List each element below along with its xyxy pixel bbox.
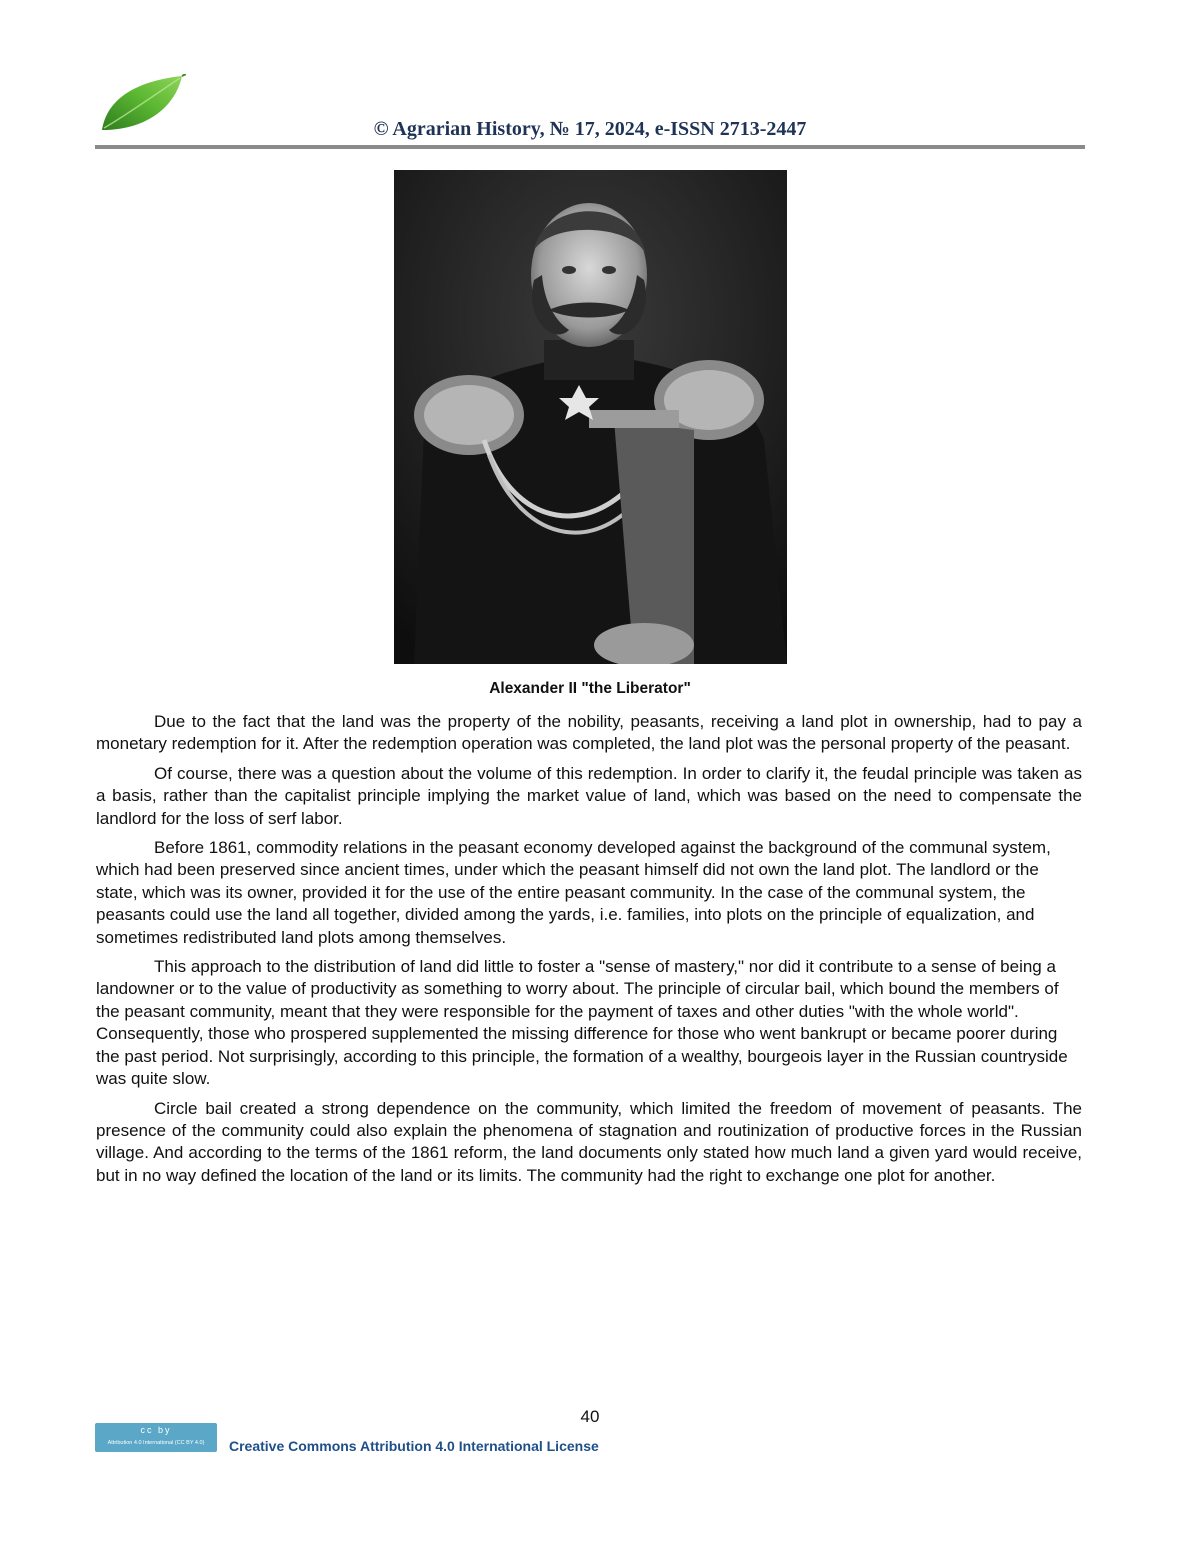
paragraph: This approach to the distribution of land did little to foster a "sense of mastery," nor did it contribute to a sense of being a landowner or to the value of productivity as something to worry about. The principle of circular bail, which bound the members of the peasant community, meant that they were responsible for the payment of taxes and other duties "with the whole world". Consequently, those who prospered supplemented the missing difference for those who went bankrupt or became poorer during the past period. Not surprisingly, according to this principle, the formation of a wealthy, bourgeois layer in the Russian countryside was quite slow. (96, 957, 1068, 1089)
badge-text: Attribution 4.0 International (CC BY 4.0) (107, 1440, 205, 1446)
paragraph: Circle bail created a strong dependence on the community, which limited the freedom of movement of peasants. The presence of the community could also explain the phenomena of stagnation and routinization of productive forces in the Russian village. And according to the terms of the 1861 reform, the land documents only stated how much land a given yard would receive, but in no way defined the location of the land or its limits. The community had the right to exchange one plot for another. (96, 1098, 1082, 1185)
journal-header: © Agrarian History, № 17, 2024, e-ISSN 2713-2447 (373, 118, 807, 140)
license-link[interactable]: Creative Commons Attribution 4.0 International License (229, 1438, 599, 1454)
page-number: 40 (580, 1407, 600, 1426)
figure-caption: Alexander II "the Liberator" (489, 680, 691, 697)
paragraph: Of course, there was a question about the volume of this redemption. In order to clarify it, the feudal principle was taken as a basis, rather than the capitalist principle implying the market value of land, which was based on the need to compensate the landlord for the loss of serf labor. (96, 763, 1082, 828)
paragraph: Before 1861, commodity relations in the peasant economy developed against the background of the communal system, which had been preserved since ancient times, under which the peasant himself did not own the land plot. The landlord or the state, which was its owner, provided it for the use of the entire peasant community. In the case of the communal system, the peasants could use the land all together, divided among the yards, i.e. families, into plots on the principle of equalization, and sometimes redistributed land plots among themselves. (96, 838, 1051, 947)
paragraph: Due to the fact that the land was the property of the nobility, peasants, receiving a land plot in ownership, had to pay a monetary redemption for it. After the redemption operation was completed, the land plot was the personal property of the peasant. (96, 712, 1082, 754)
portrait-photo (394, 170, 787, 664)
cc-license-badge[interactable] (95, 1423, 217, 1452)
article-body (96, 711, 1082, 1194)
header-divider (95, 145, 1085, 149)
cc-by-icon: cc by (140, 1425, 172, 1435)
